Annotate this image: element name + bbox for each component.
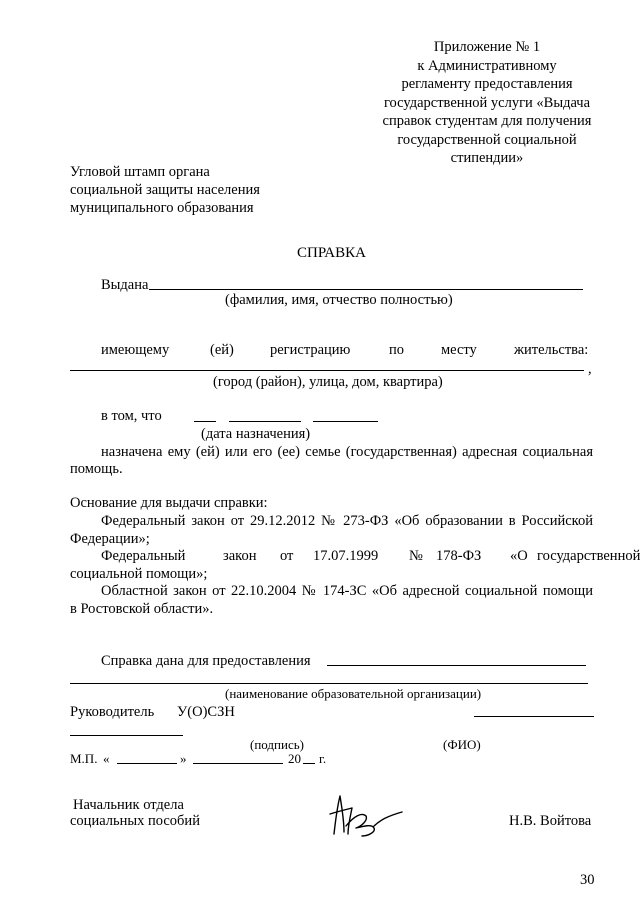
- appendix-note: [356, 38, 618, 168]
- registration-word: по: [389, 342, 405, 358]
- issued-label: Выдана: [101, 277, 149, 293]
- assignment-text: назначена ему (ей) или его (ее) семье (государственная) адресная социальная: [101, 444, 593, 460]
- provision-line: [327, 665, 586, 666]
- appendix-line: стипендии»: [450, 150, 524, 166]
- issued-name-line: [149, 289, 583, 290]
- registration-word: регистрацию: [270, 342, 351, 358]
- basis-law-word: от: [280, 548, 294, 564]
- basis-law-word: 178-ФЗ: [436, 548, 482, 564]
- handwritten-signature: [322, 786, 414, 846]
- year-prefix: 20: [288, 751, 301, 766]
- year-line: [303, 763, 315, 764]
- registration-word: месту: [441, 342, 477, 358]
- appendix-line: регламенту предоставления: [401, 76, 573, 92]
- provision-line-full: [70, 683, 588, 684]
- seal-mp: М.П.: [70, 751, 98, 766]
- basis-law-word: 17.07.1999: [313, 548, 379, 564]
- name-hint: (ФИО): [443, 737, 481, 752]
- date-year-line: [313, 421, 378, 422]
- document-title: СПРАВКА: [297, 245, 366, 261]
- basis-law-word: государственной: [537, 548, 640, 564]
- head-label: Руководитель: [70, 704, 155, 720]
- basis-law-word: Федеральный: [101, 548, 186, 564]
- address-comma: ,: [588, 361, 592, 377]
- stamp-line: социальной защиты населения: [70, 182, 260, 198]
- date-day-line: [194, 421, 216, 422]
- appendix-line: государственной социальной: [397, 131, 577, 148]
- appendix-line: Приложение № 1: [433, 39, 541, 55]
- address-line: [70, 370, 584, 371]
- appendix-line: к Административному: [417, 57, 557, 74]
- position-line: Начальник отдела: [73, 797, 184, 813]
- signature-hint: (подпись): [250, 737, 304, 752]
- quote-close: »: [180, 751, 187, 766]
- appendix-line: государственной услуги «Выдача: [383, 94, 591, 111]
- registration-word: жительства:: [514, 342, 589, 358]
- stamp-line: муниципального образования: [70, 200, 254, 216]
- assignment-text: помощь.: [70, 461, 123, 477]
- appendix-line: справок студентам для получения: [382, 113, 592, 129]
- basis-law: в Ростовской области».: [70, 601, 214, 617]
- year-suffix: г.: [319, 751, 327, 766]
- stamp-line: Угловой штамп органа: [70, 164, 210, 180]
- signature-line: [70, 735, 183, 736]
- provision-label: Справка дана для предоставления: [101, 653, 311, 669]
- basis-law-word: №: [409, 548, 423, 564]
- basis-law: Областной закон от 22.10.2004 № 174-ЗС «Об адресной социальной помощи: [101, 583, 593, 599]
- provision-hint: (наименование образовательной организации): [225, 686, 482, 701]
- date-hint: (дата назначения): [201, 426, 311, 442]
- address-hint: (город (район), улица, дом, квартира): [213, 374, 443, 390]
- basis-law: Федеральный закон от 29.12.2012 № 273-ФЗ «Об образовании в Российской: [101, 513, 593, 529]
- date-month-line: [229, 421, 301, 422]
- day-line: [117, 763, 177, 764]
- corner-stamp: [70, 163, 260, 217]
- page-number: 30: [580, 872, 595, 888]
- basis-title: Основание для выдачи справки:: [70, 495, 268, 511]
- basis-law: Федерации»;: [70, 531, 150, 547]
- signer-name: Н.В. Войтова: [509, 813, 592, 829]
- position-line: социальных пособий: [70, 813, 200, 829]
- head-org: У(О)СЗН: [177, 704, 235, 720]
- registration-word: (ей): [210, 342, 234, 358]
- basis-law: социальной помощи»;: [70, 566, 208, 582]
- basis-law-word: закон: [223, 548, 257, 564]
- issued-hint: (фамилия, имя, отчество полностью): [225, 292, 453, 308]
- basis-law-word: «О: [510, 548, 528, 564]
- month-line: [193, 763, 283, 764]
- name-line: [474, 716, 594, 717]
- registration-word: имеющему: [101, 342, 170, 358]
- quote-open: «: [103, 751, 110, 766]
- assignment-label: в том, что: [101, 408, 162, 424]
